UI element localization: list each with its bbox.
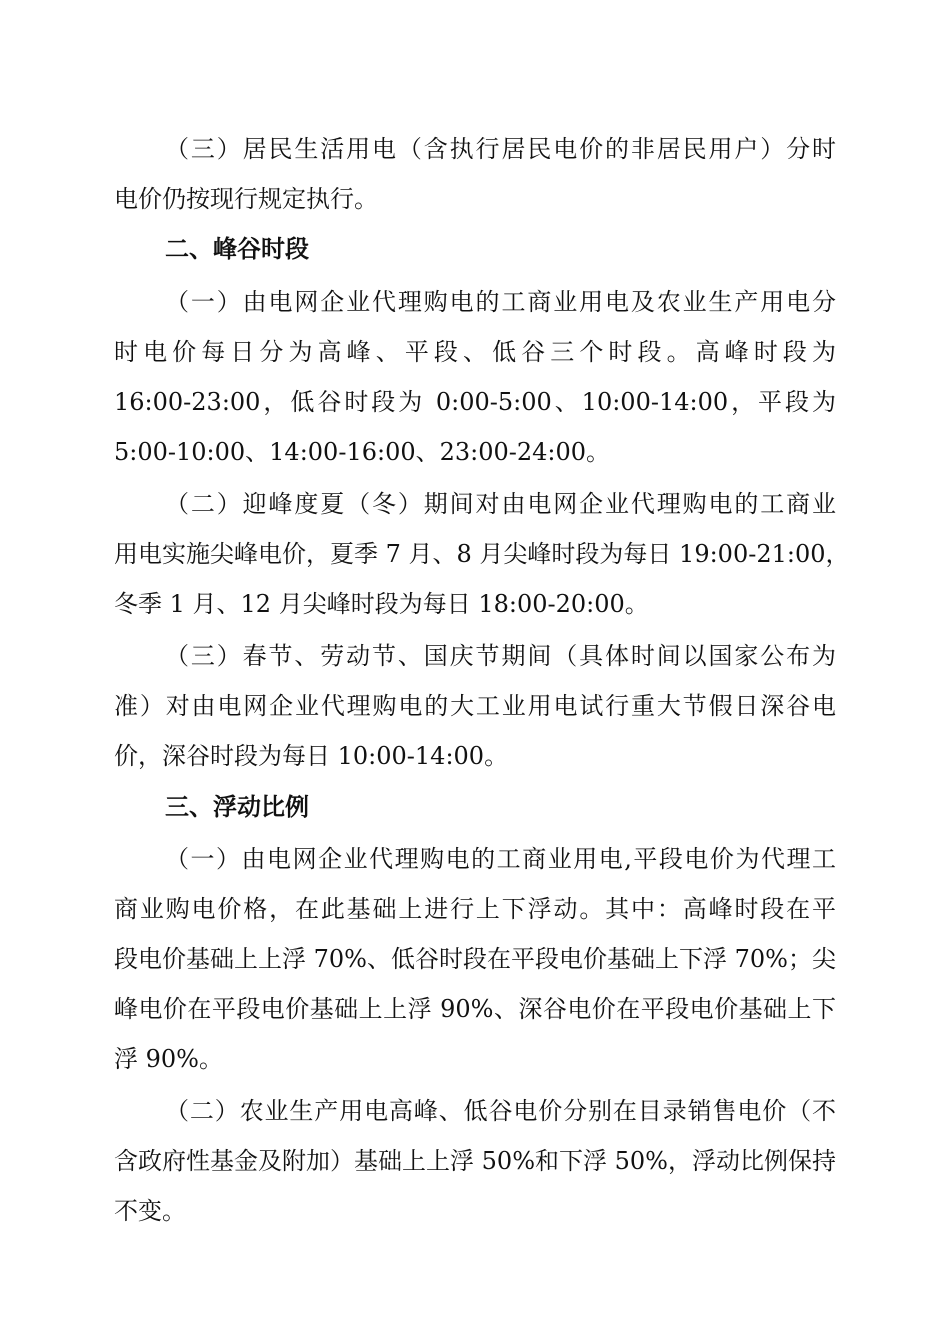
paragraph-line: 浮 90%。 (114, 1045, 223, 1073)
section-heading: 二、峰谷时段 (165, 235, 309, 263)
paragraph-line: 冬季 1 月、12 月尖峰时段为每日 18:00-20:00。 (114, 590, 649, 618)
paragraph-line: 16:00-23:00，低谷时段为 0:00-5:00、10:00-14:00，平段为 (114, 388, 836, 416)
paragraph-line: 时电价每日分为高峰、平段、低谷三个时段。高峰时段为 (114, 338, 836, 366)
paragraph-line: 不变。 (114, 1197, 186, 1225)
paragraph-line: （一）由电网企业代理购电的工商业用电,平段电价为代理工 (165, 845, 836, 873)
paragraph-line: （一）由电网企业代理购电的工商业用电及农业生产用电分 (165, 288, 836, 316)
paragraph-line: 商业购电价格，在此基础上进行上下浮动。其中：高峰时段在平 (114, 895, 836, 923)
paragraph-line: 含政府性基金及附加）基础上上浮 50%和下浮 50%，浮动比例保持 (114, 1147, 836, 1175)
paragraph-line: （二）农业生产用电高峰、低谷电价分别在目录销售电价（不 (165, 1097, 836, 1125)
paragraph-line: 5:00-10:00、14:00-16:00、23:00-24:00。 (114, 438, 611, 466)
paragraph-line: （三）居民生活用电（含执行居民电价的非居民用户）分时 (165, 135, 836, 163)
paragraph-line: 峰电价在平段电价基础上上浮 90%、深谷电价在平段电价基础上下 (114, 995, 836, 1023)
section-heading: 三、浮动比例 (165, 793, 309, 821)
paragraph-line: 段电价基础上上浮 70%、低谷时段在平段电价基础上下浮 70%；尖 (114, 945, 836, 973)
paragraph-line: 价，深谷时段为每日 10:00-14:00。 (114, 742, 509, 770)
paragraph-line: （三）春节、劳动节、国庆节期间（具体时间以国家公布为 (165, 642, 836, 670)
paragraph-line: 电价仍按现行规定执行。 (114, 185, 378, 213)
paragraph-line: 准）对由电网企业代理购电的大工业用电试行重大节假日深谷电 (114, 692, 836, 720)
paragraph-line: （二）迎峰度夏（冬）期间对由电网企业代理购电的工商业 (165, 490, 836, 518)
paragraph-line: 用电实施尖峰电价，夏季 7 月、8 月尖峰时段为每日 19:00-21:00， (114, 540, 850, 568)
